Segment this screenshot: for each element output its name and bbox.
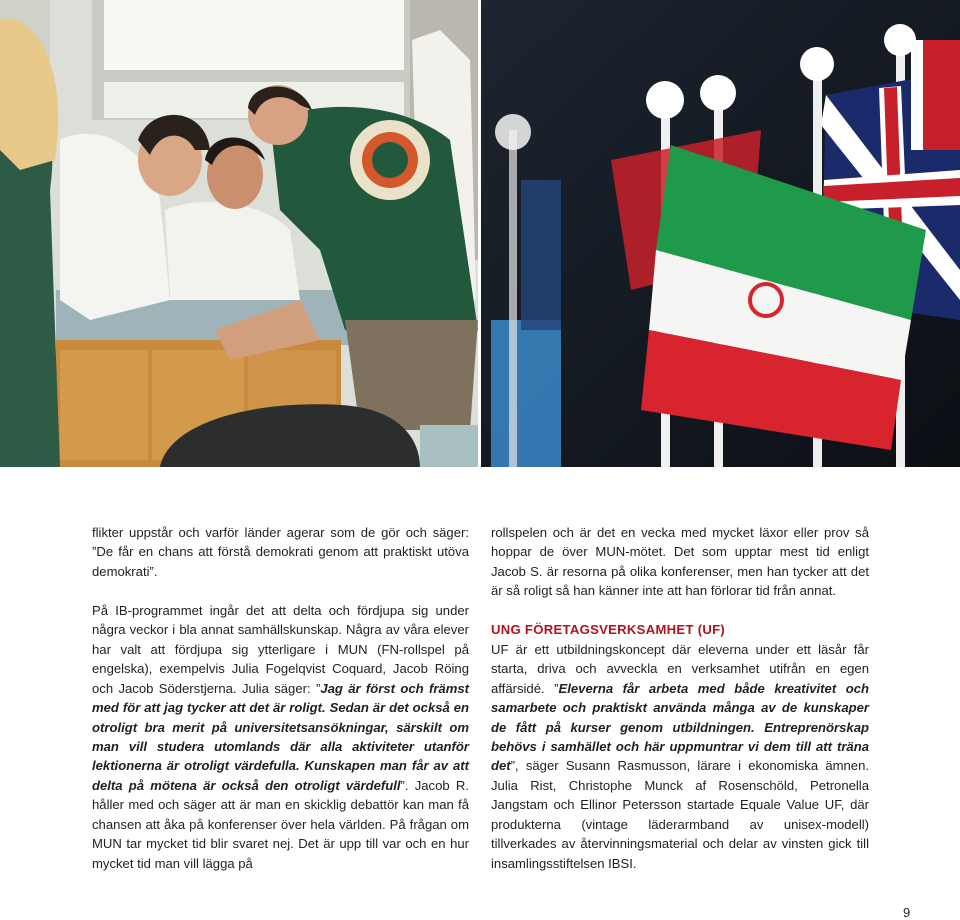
section-heading: UNG FÖRETAGSVERKSAMHET (UF) <box>491 622 726 638</box>
paragraph-text: På IB-programmet ingår det att delta och fördjupa sig under några veckor i bla annat samhällskunskap. Några av våra elever har valt att fördjupa sig ytterligare i MUN (FN-rollspel på engelska), exempelvis Julia Fogelqvist Coquard, Jacob Röing och Jacob Söderstjerna. Julia säger: ” <box>92 602 469 696</box>
page-number: 9 <box>903 905 911 920</box>
paragraph-text: UF är ett utbildningskoncept där eleverna under ett läsår får starta, driva och avveckla en verksamhet utifrån en egen affärsidé. ” <box>491 641 869 696</box>
paragraph-text: ”. Jacob R. håller med och säger att är man en skicklig debattör kan man få chansen att åka på konferenser över hela världen. På frågan om MUN tar mycket tid blir svaret nej. Det är upp till var och en hur mycket tid man vill lägga på <box>92 777 469 871</box>
photo-flags <box>481 0 960 467</box>
paragraph: flikter uppstår och varför länder agerar som de gör och säger: ”De får en chans att förstå demokrati genom att praktiskt utöva demokrati”. <box>92 525 469 579</box>
photo-students-lab <box>0 0 478 467</box>
paragraph-text: ”, säger Susann Rasmusson, lärare i ekonomiska ämnen. Julia Rist, Christophe Munck af Rosenschöld, Petronella Jangstam och Ellinor Petersson startade Equale Value UF, där produkterna (vintage läderarmband av unisex-modell) tillverkades av återvinningsmaterial och delar av vinsten gick till insamlingsstiftelsen IBSI. <box>491 758 869 871</box>
paragraph <box>491 640 869 873</box>
quote-text: Jag är först och främst med för att jag tycker att det är roligt. Sedan är det också en otroligt bra merit på universitetsansökningar, särskilt om man vill studera utomlands där alla aktiviteter utanför lektionerna är otroligt värdefulla. Kunskapen man får av att delta på mötena är också den otroligt värdefull <box>92 680 470 793</box>
text-column-right <box>491 523 869 873</box>
paragraph <box>92 601 469 873</box>
quote-text: Eleverna får arbeta med både kreativitet och samarbete och praktiskt använda många av de kunskaper de fått på kurser genom utbildningen. Entreprenörskap behövs i samhället och här uppmuntrar vi dem till att träna det <box>491 680 869 774</box>
paragraph: rollspelen och är det en vecka med mycket läxor eller prov så hoppar de över MUN-mötet. Det som upptar mest tid enligt Jacob S. är resorna på olika konferenser, men han tycker att det är så roligt så han känner inte att han förlorar tid från annat. <box>491 525 869 599</box>
text-column-left <box>92 523 469 873</box>
